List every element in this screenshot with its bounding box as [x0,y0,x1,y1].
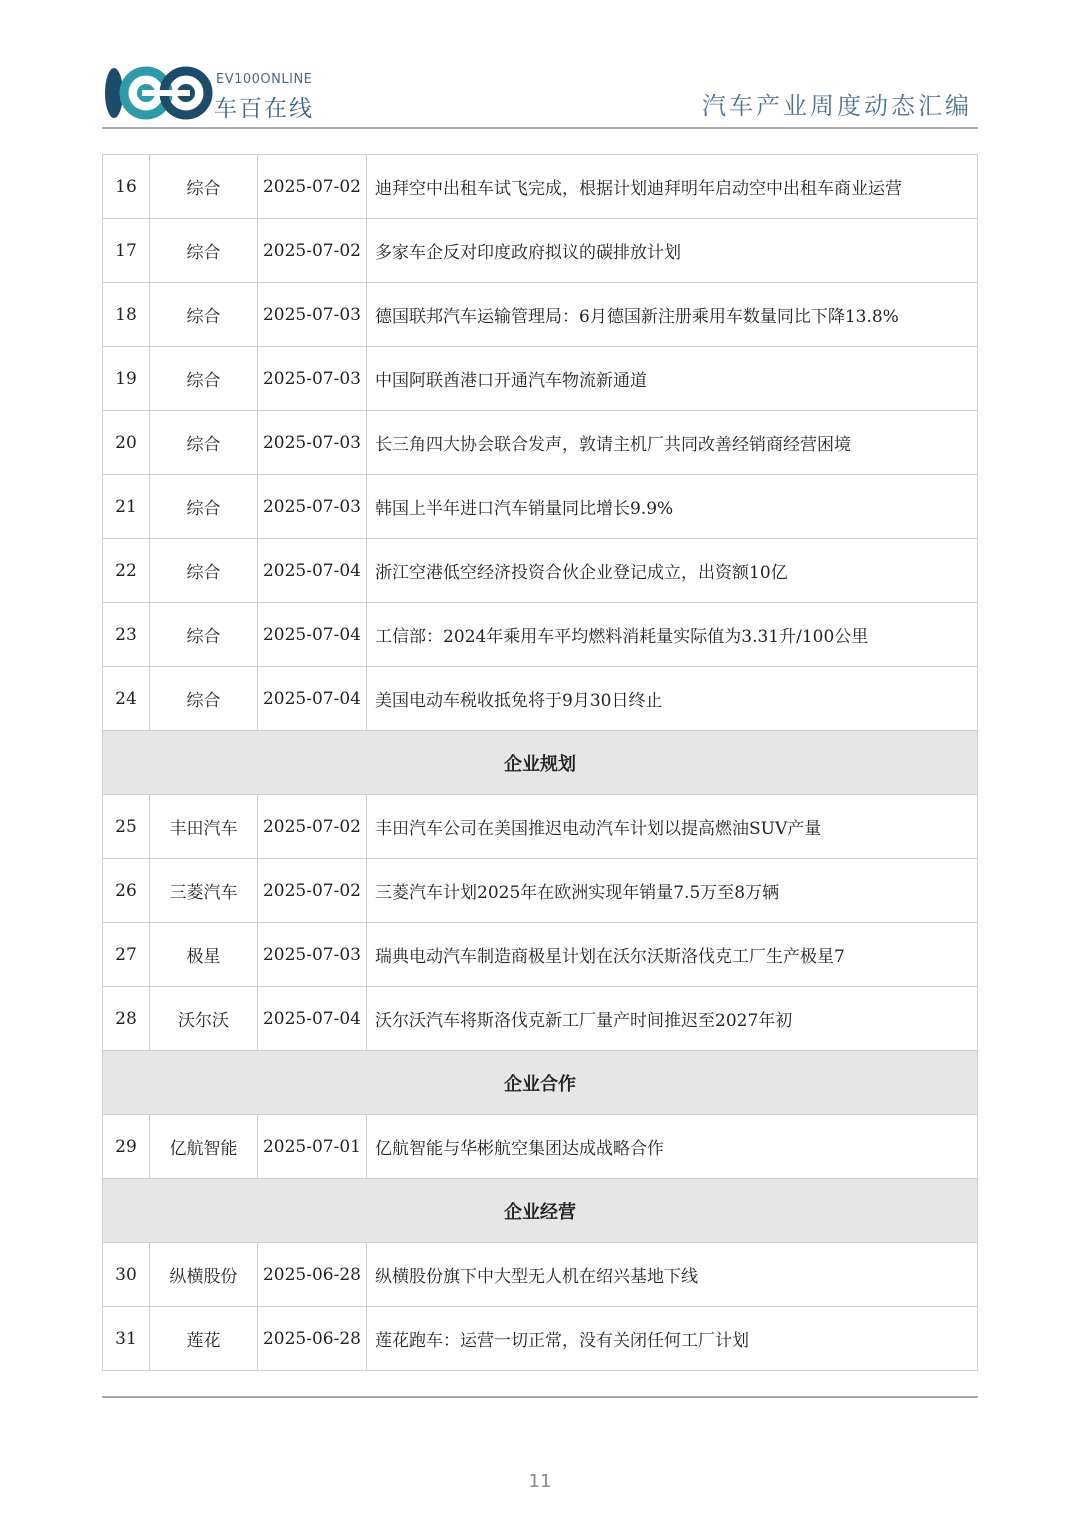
table-row [103,1307,978,1371]
row-number: 23 [103,603,150,667]
row-title: 浙江空港低空经济投资合伙企业登记成立，出资额10亿 [367,539,978,603]
row-category: 纵横股份 [150,1243,258,1307]
row-category: 丰田汽车 [150,795,258,859]
row-number: 25 [103,795,150,859]
row-category: 莲花 [150,1307,258,1371]
table-row [103,603,978,667]
row-category: 综合 [150,155,258,219]
row-number: 18 [103,283,150,347]
row-date: 2025-07-03 [258,347,367,411]
page-header [102,56,978,130]
row-category: 综合 [150,667,258,731]
news-table [102,154,978,1371]
table-row [103,987,978,1051]
table-row [103,667,978,731]
row-title: 莲花跑车：运营一切正常，没有关闭任何工厂计划 [367,1307,978,1371]
row-title: 亿航智能与华彬航空集团达成战略合作 [367,1115,978,1179]
row-number: 29 [103,1115,150,1179]
table-row [103,539,978,603]
row-date: 2025-07-04 [258,539,367,603]
table-row [103,1115,978,1179]
row-number: 19 [103,347,150,411]
ev100-logo [102,62,322,124]
row-number: 24 [103,667,150,731]
row-category: 综合 [150,283,258,347]
row-date: 2025-07-02 [258,795,367,859]
row-title: 德国联邦汽车运输管理局：6月德国新注册乘用车数量同比下降13.8% [367,283,978,347]
row-date: 2025-07-04 [258,667,367,731]
section-title: 企业合作 [103,1051,978,1115]
row-category: 亿航智能 [150,1115,258,1179]
row-date: 2025-06-28 [258,1307,367,1371]
table-row [103,155,978,219]
row-date: 2025-07-03 [258,923,367,987]
section-header-row [103,731,978,795]
row-title: 中国阿联酋港口开通汽车物流新通道 [367,347,978,411]
table-row [103,923,978,987]
row-category: 综合 [150,603,258,667]
row-number: 17 [103,219,150,283]
table-row [103,859,978,923]
row-number: 21 [103,475,150,539]
table-row [103,219,978,283]
section-header-row [103,1179,978,1243]
row-title: 瑞典电动汽车制造商极星计划在沃尔沃斯洛伐克工厂生产极星7 [367,923,978,987]
section-header-row [103,1051,978,1115]
row-title: 迪拜空中出租车试飞完成，根据计划迪拜明年启动空中出租车商业运营 [367,155,978,219]
row-number: 27 [103,923,150,987]
table-row [103,475,978,539]
row-title: 纵横股份旗下中大型无人机在绍兴基地下线 [367,1243,978,1307]
row-number: 22 [103,539,150,603]
row-category: 综合 [150,219,258,283]
table-row [103,347,978,411]
row-category: 综合 [150,347,258,411]
row-title: 工信部：2024年乘用车平均燃料消耗量实际值为3.31升/100公里 [367,603,978,667]
table-row [103,795,978,859]
row-date: 2025-07-03 [258,411,367,475]
row-title: 多家车企反对印度政府拟议的碳排放计划 [367,219,978,283]
logo-mark-icon [102,64,214,122]
row-category: 三菱汽车 [150,859,258,923]
row-date: 2025-07-01 [258,1115,367,1179]
row-number: 28 [103,987,150,1051]
row-date: 2025-07-02 [258,155,367,219]
row-number: 30 [103,1243,150,1307]
row-number: 31 [103,1307,150,1371]
row-category: 综合 [150,475,258,539]
row-date: 2025-07-03 [258,283,367,347]
row-category: 极星 [150,923,258,987]
row-date: 2025-07-02 [258,219,367,283]
row-date: 2025-07-04 [258,987,367,1051]
section-title: 企业经营 [103,1179,978,1243]
row-date: 2025-07-02 [258,859,367,923]
row-category: 综合 [150,411,258,475]
page-number: 11 [528,1471,552,1492]
row-title: 韩国上半年进口汽车销量同比增长9.9% [367,475,978,539]
row-title: 美国电动车税收抵免将于9月30日终止 [367,667,978,731]
table-row [103,283,978,347]
row-number: 20 [103,411,150,475]
row-title: 三菱汽车计划2025年在欧洲实现年销量7.5万至8万辆 [367,859,978,923]
logo-chinese: 车百在线 [214,96,314,122]
header-divider [102,127,978,129]
row-date: 2025-06-28 [258,1243,367,1307]
section-title: 企业规划 [103,731,978,795]
row-date: 2025-07-03 [258,475,367,539]
footer-divider [102,1396,978,1398]
row-number: 16 [103,155,150,219]
row-title: 长三角四大协会联合发声，敦请主机厂共同改善经销商经营困境 [367,411,978,475]
document-title: 汽车产业周度动态汇编 [702,92,972,120]
row-category: 综合 [150,539,258,603]
logo-english: EV100ONLINE [216,72,313,87]
table-row [103,1243,978,1307]
row-date: 2025-07-04 [258,603,367,667]
row-title: 沃尔沃汽车将斯洛伐克新工厂量产时间推迟至2027年初 [367,987,978,1051]
row-title: 丰田汽车公司在美国推迟电动汽车计划以提高燃油SUV产量 [367,795,978,859]
row-category: 沃尔沃 [150,987,258,1051]
row-number: 26 [103,859,150,923]
table-row [103,411,978,475]
